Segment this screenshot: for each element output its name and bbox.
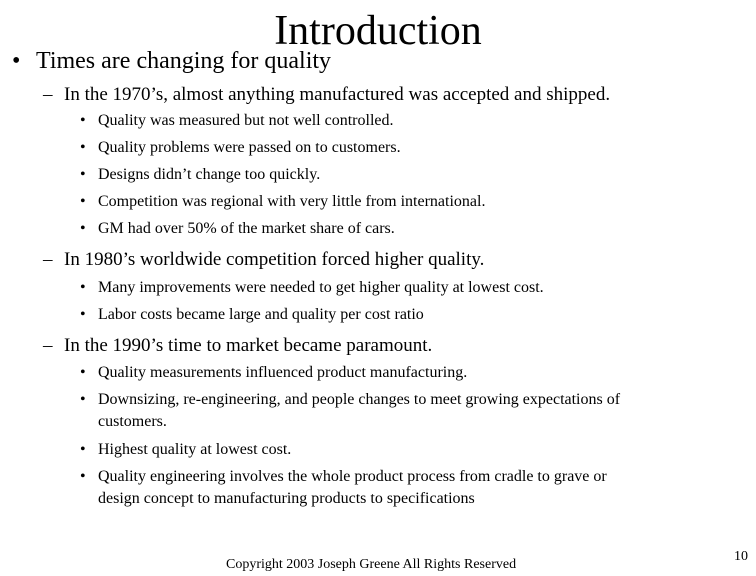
section-dash: – xyxy=(43,335,53,356)
section-heading-1990s: In the 1990’s time to market became paramount. xyxy=(64,335,433,356)
list-item-line: customers. xyxy=(98,413,167,430)
bullet-marker: • xyxy=(80,193,86,210)
bullet-marker: • xyxy=(80,391,86,408)
level1-bullet-text: Times are changing for quality xyxy=(36,48,332,74)
list-item-line: design concept to manufacturing products to specifications xyxy=(98,490,475,507)
bullet-marker: • xyxy=(80,112,86,129)
bullet-marker: • xyxy=(80,220,86,237)
page-number: 10 xyxy=(734,549,748,564)
list-item-line: Quality engineering involves the whole product process from cradle to grave or xyxy=(98,468,607,485)
bullet-marker: • xyxy=(80,139,86,156)
copyright-footer: Copyright 2003 Joseph Greene All Rights Reserved xyxy=(226,557,517,572)
list-item: Competition was regional with very little from international. xyxy=(98,193,486,210)
list-item: Many improvements were needed to get higher quality at lowest cost. xyxy=(98,279,544,296)
section-heading-1970s: In the 1970’s, almost anything manufactured was accepted and shipped. xyxy=(64,84,611,105)
bullet-marker: • xyxy=(80,468,86,485)
list-item: Labor costs became large and quality per cost ratio xyxy=(98,306,424,323)
bullet-marker: • xyxy=(80,364,86,381)
list-item: Quality problems were passed on to customers. xyxy=(98,139,401,156)
section-dash: – xyxy=(43,84,53,105)
list-item: Quality was measured but not well controlled. xyxy=(98,112,394,129)
slide-title: Introduction xyxy=(274,8,482,54)
list-item-line: Downsizing, re-engineering, and people changes to meet growing expectations of xyxy=(98,391,621,408)
section-heading-1980s: In 1980’s worldwide competition forced higher quality. xyxy=(64,249,485,270)
bullet-marker: • xyxy=(80,441,86,458)
bullet-marker: • xyxy=(80,279,86,296)
list-item: Highest quality at lowest cost. xyxy=(98,441,292,458)
section-dash: – xyxy=(43,249,53,270)
bullet-marker: • xyxy=(12,48,21,74)
list-item: GM had over 50% of the market share of cars. xyxy=(98,220,395,237)
bullet-marker: • xyxy=(80,166,86,183)
list-item: Quality measurements influenced product manufacturing. xyxy=(98,364,468,381)
bullet-marker: • xyxy=(80,306,86,323)
list-item: Designs didn’t change too quickly. xyxy=(98,166,321,183)
